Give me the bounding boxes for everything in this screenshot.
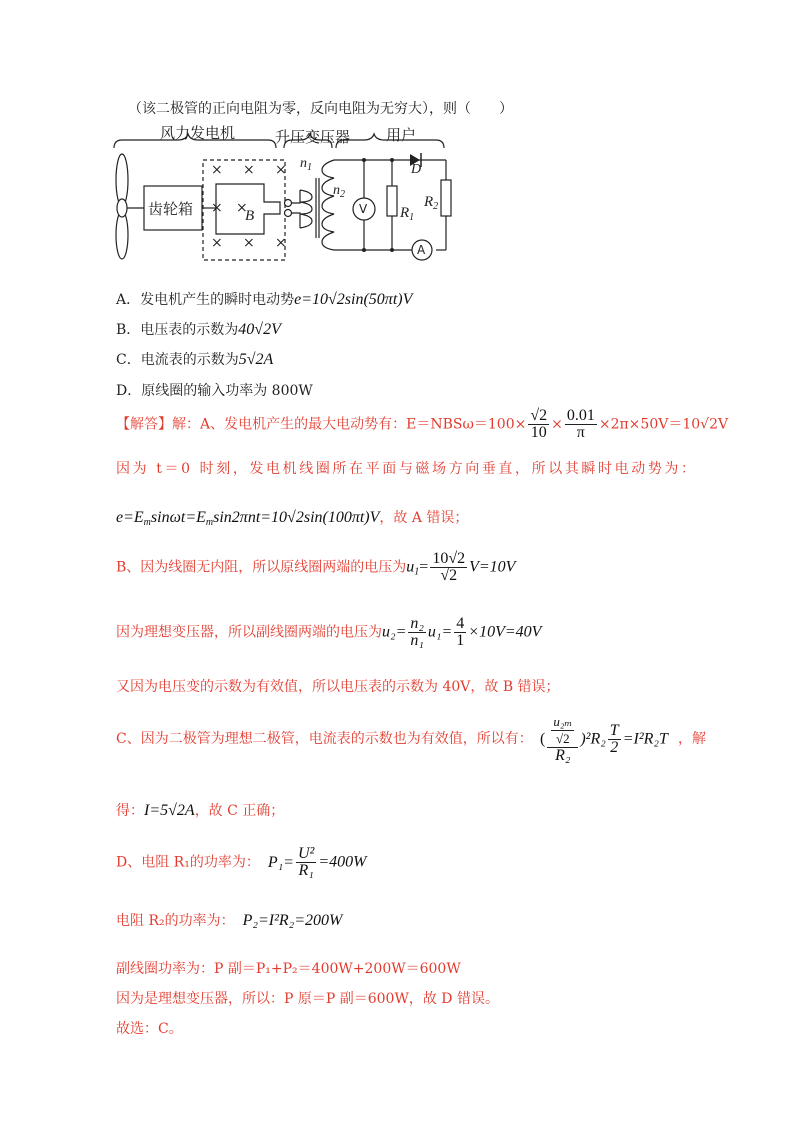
solution-line-d-conclusion: 因为是理想变压器，所以：P 原＝P 副＝600W，故 D 错误。 (116, 991, 499, 1007)
ammeter-symbol: A (417, 243, 426, 257)
label-n2: $n_2$ (333, 183, 345, 200)
field-cross: × (211, 235, 223, 251)
label-r2: $R_2$ (424, 194, 439, 212)
label-magnetic-field: B (245, 208, 255, 224)
label-step-up-transformer: 升压变压器 (275, 128, 351, 146)
solution-line-c-intro: C、因为二极管为理想二极管，电流表的示数也为有效值，所以有： (116, 731, 533, 747)
fraction: $\frac{4}{1}$ (456, 615, 465, 649)
field-cross: × (211, 162, 223, 178)
solution-line-d-p1: D、电阻 R₁的功率为： P₁= $\frac{\text{U²}}{\text{R₁}}$ =400W (116, 845, 367, 879)
solution-line-b-secondary: 因为理想变压器，所以副线圈两端的电压为u₂= $\frac{\text{n₂}}{\text{n₁}}$ u₁= $\frac{4}{1}$ ×10V=40V (116, 615, 542, 649)
label-n1: $n_1$ (300, 156, 312, 173)
solution-line-a-instant: $e=E_m\sin\omega t=E_m\sin 2\pi nt=10√2\sin(100\pi t)V$，故 A 错误； (116, 509, 469, 528)
field-cross: × (275, 235, 287, 251)
label-diode: D (411, 162, 422, 177)
option-d: D．原线圈的输入功率为 800W (116, 383, 313, 399)
fraction: $\frac{T}{2}$ (609, 721, 619, 756)
solution-line-d-secondary-power: 副线圈功率为：P 副＝P₁+P₂＝400W+200W＝600W (116, 961, 461, 977)
solution-line-a-max-emf: 【解答】解：A、发电机产生的最大电动势有：E＝NBSω＝100× $\frac{√2}{10}$ × $\frac{0.01}{\pi}$ ×2π×50V＝10√2V (116, 407, 729, 441)
label-user: 用户 (386, 126, 417, 144)
fraction: $\frac{\text{n₂}}{\text{n₁}}$ (410, 615, 424, 649)
solution-line-b-primary: B、因为线圈无内阻，所以原线圈两端的电压为$u_1=$ $\frac{10√2}{√2}$ V=10V (116, 550, 516, 584)
option-c: C．电流表的示数为5√2A (116, 351, 274, 368)
solution-final-answer: 故选：C。 (116, 1021, 183, 1037)
field-cross: × (275, 162, 287, 178)
label-gearbox: 齿轮箱 (148, 200, 194, 218)
question-stem: （该二极管的正向电阻为零，反向电阻为无穷大），则（ ） (128, 101, 513, 117)
solution-line-c-result: 得：I=5√2A，故 C 正确； (116, 802, 285, 819)
fraction: $\frac{10√2}{√2}$ (432, 550, 466, 584)
fraction: $\frac{\frac{\text{u₂ₘ}}{√2}}{\text{R₂}}$ (547, 714, 578, 764)
solution-line-a-note: 因为 t＝0 时刻，发电机线圈所在平面与磁场方向垂直，所以其瞬时电动势为： (116, 461, 698, 477)
field-cross: × (211, 200, 223, 216)
voltmeter-symbol: V (359, 202, 368, 216)
option-a: A．发电机产生的瞬时电动势e=10√2sin(50πt)V (116, 291, 413, 308)
field-cross: × (236, 200, 248, 216)
solution-line-c-formula: ( $\frac{\frac{\text{u₂ₘ}}{√2}}{\text{R₂}}$ )²R₂ $\frac{T}{2}$ =I²R₂T (540, 714, 668, 764)
fraction: $\frac{√2}{10}$ (530, 407, 548, 441)
solution-line-c-tail: ，解 (678, 731, 706, 747)
fraction: $\frac{\text{U²}}{\text{R₁}}$ (297, 845, 315, 879)
label-r1: $R_1$ (400, 205, 415, 223)
option-b: B．电压表的示数为40√2V (116, 321, 281, 338)
fraction: $\frac{0.01}{\pi}$ (566, 407, 595, 441)
field-cross: × (243, 162, 255, 178)
solution-line-d-p2: 电阻 R₂的功率为： P₂=I²R₂=200W (116, 912, 343, 929)
solution-line-b-conclusion: 又因为电压变的示数为有效值，所以电压表的示数为 40V，故 B 错误； (116, 679, 560, 695)
field-cross: × (243, 235, 255, 251)
label-wind-generator: 风力发电机 (160, 124, 236, 142)
